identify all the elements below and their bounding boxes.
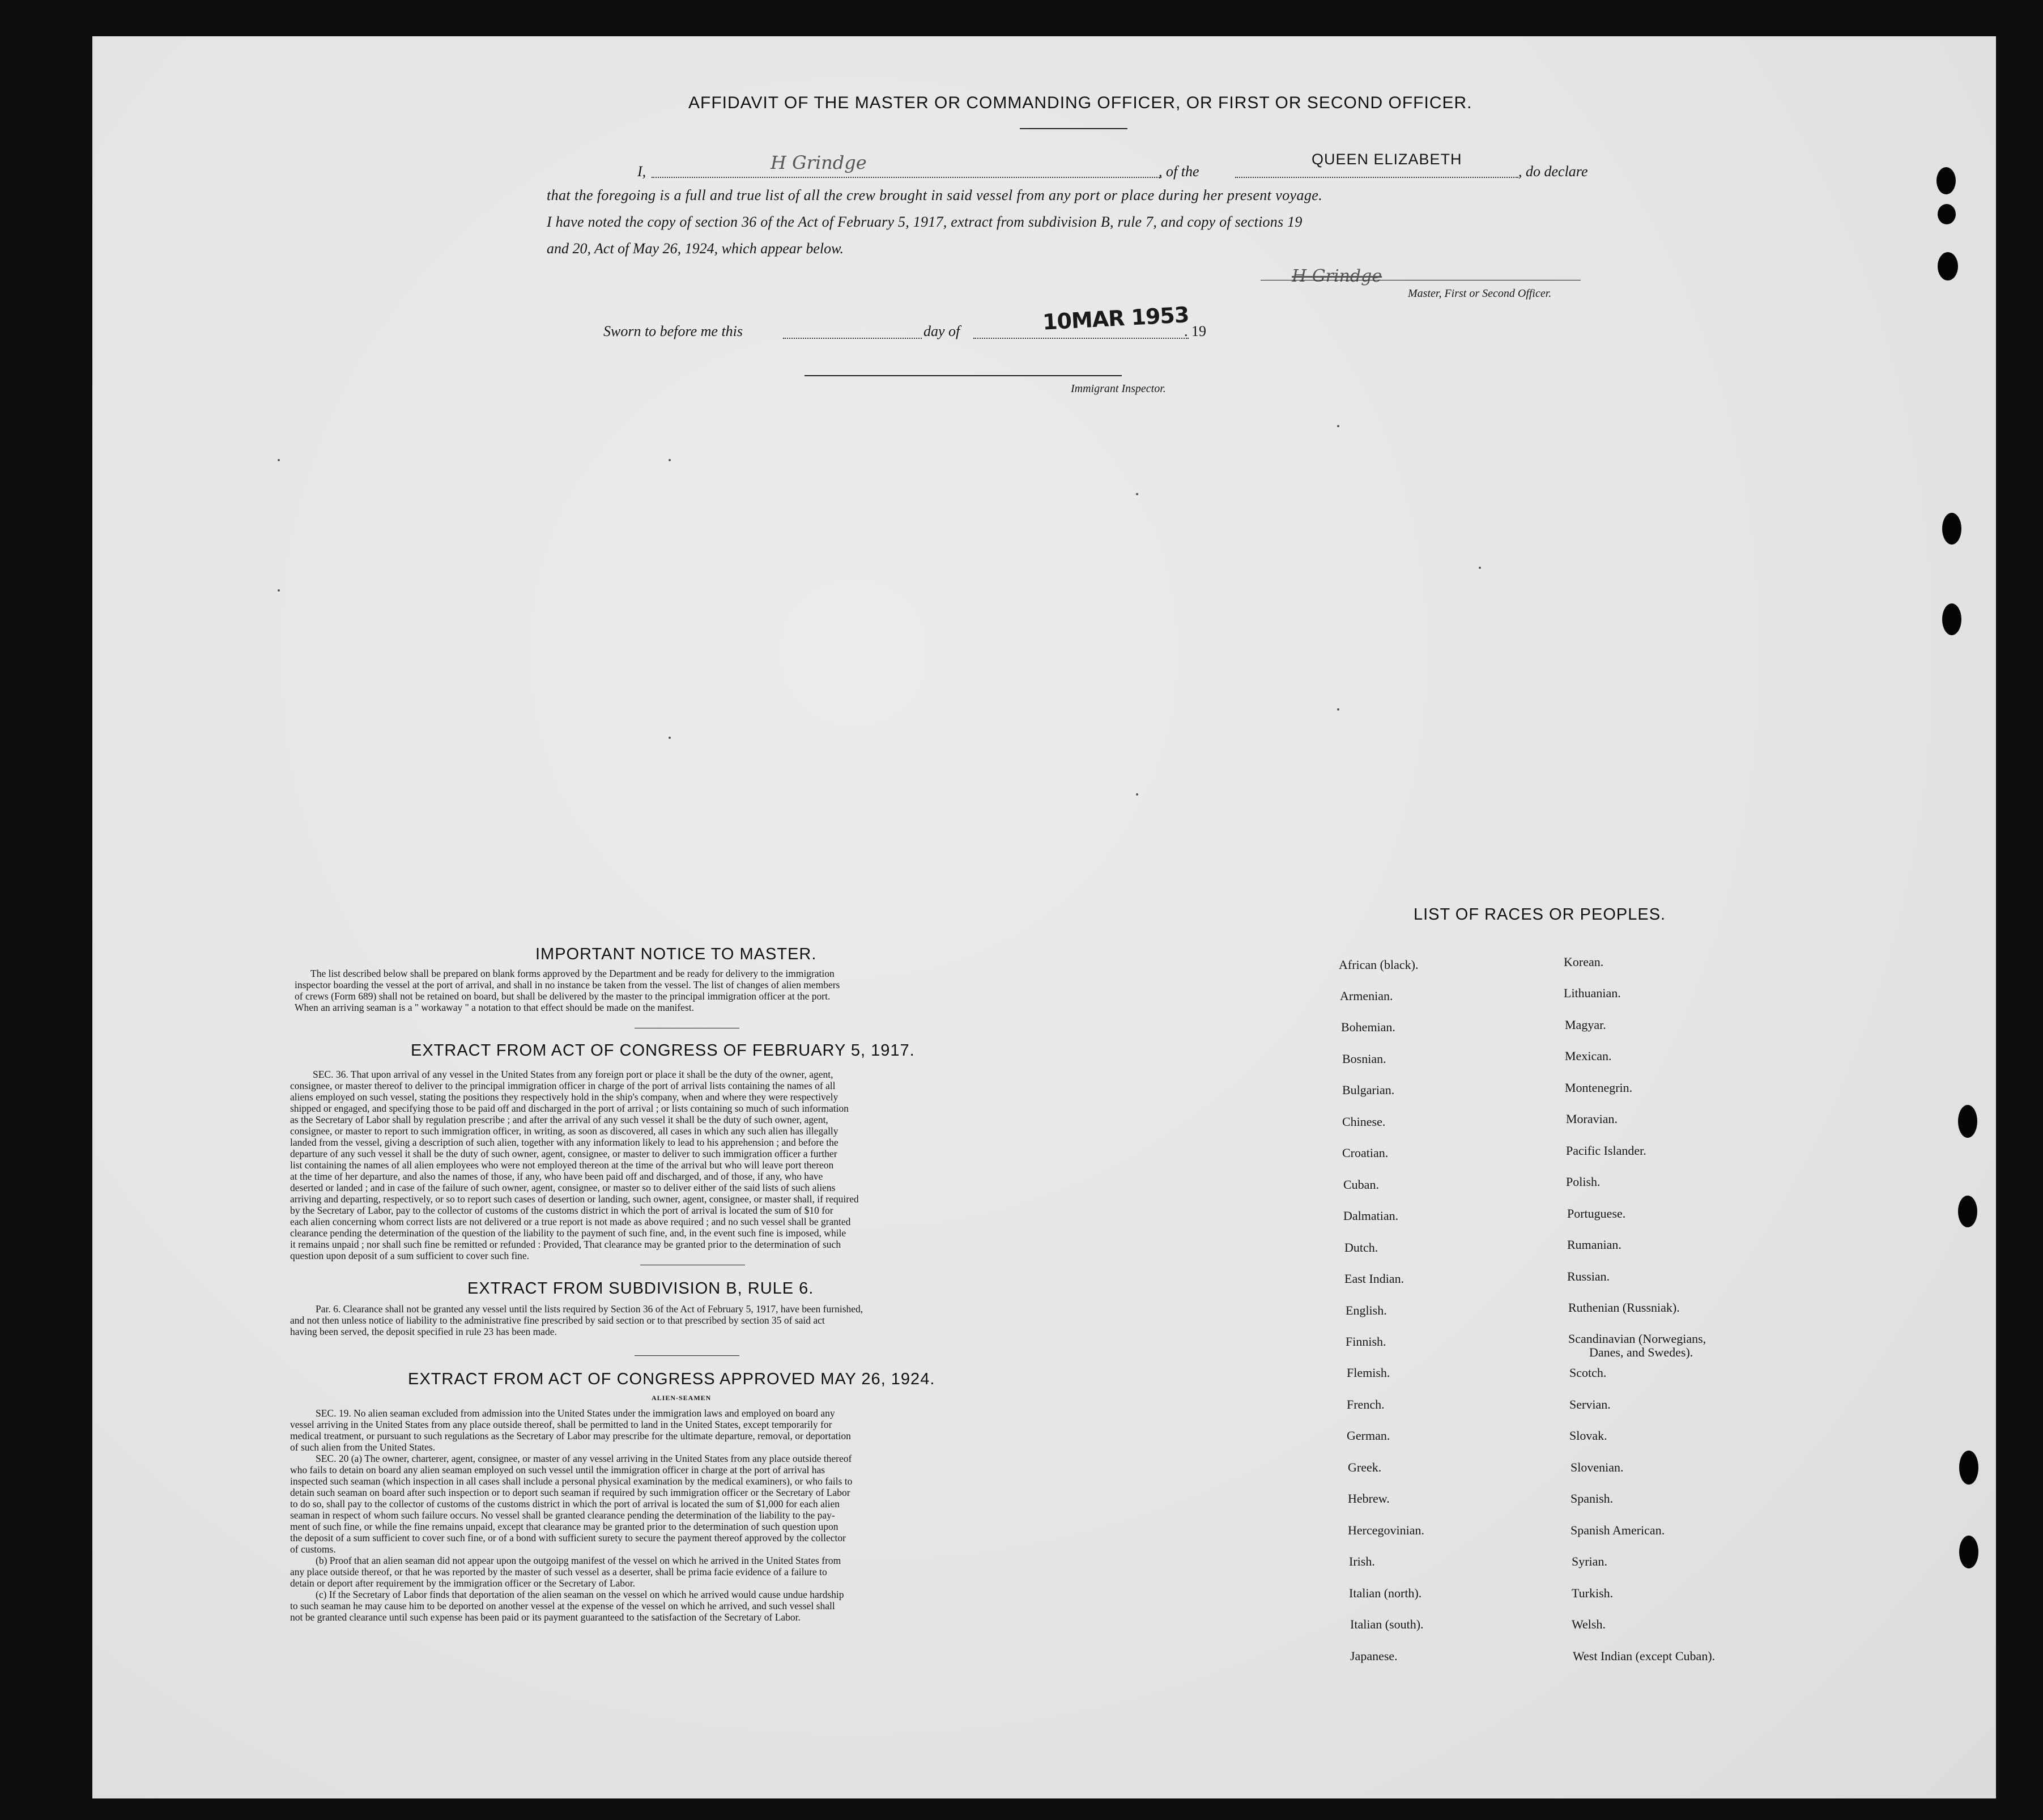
- race-item: Flemish.: [1347, 1366, 1390, 1380]
- extract-1924-title: EXTRACT FROM ACT OF CONGRESS APPROVED MAY 26, 1924.: [408, 1370, 935, 1388]
- race-item: Armenian.: [1340, 989, 1393, 1003]
- extract-1917-line: question upon deposit of a sum sufficient to cover such fine.: [290, 1250, 530, 1261]
- date-stamp: 10MAR 1953: [1042, 302, 1190, 335]
- extract-1917-line: list containing the names of all alien employees who were not employed thereon at the time of the arrival but who will leave port thereon: [290, 1159, 834, 1171]
- title-underline: [1020, 128, 1127, 129]
- extract-1924-line: vessel arriving in the United States from any place outside thereof, shall be permitted to land in the United States, except temporarily for: [290, 1419, 832, 1430]
- race-item: Spanish American.: [1570, 1523, 1665, 1537]
- bleed-dot: [278, 459, 280, 461]
- notice-title: IMPORTANT NOTICE TO MASTER.: [535, 945, 817, 963]
- race-item: Bosnian.: [1342, 1052, 1386, 1066]
- race-item: Lithuanian.: [1564, 986, 1621, 1000]
- extract-1917-line: arriving and departing, respectively, or so to report such cases of desertion or landing, such owner, agent, consignee, or master shall, if required: [290, 1193, 859, 1205]
- notice-text: [295, 968, 1071, 1013]
- extract-1917-line: consignee, or master thereof to deliver to the principal immigration officer in charge of the port of arrival lists containing the names of all: [290, 1080, 836, 1091]
- bleed-dot: [1136, 493, 1138, 495]
- binder-hole: [1938, 204, 1956, 224]
- race-item: Korean.: [1564, 955, 1604, 969]
- race-item: East Indian.: [1344, 1272, 1404, 1286]
- extract-rule6-title: EXTRACT FROM SUBDIVISION B, RULE 6.: [467, 1279, 814, 1298]
- bleed-dot: [1337, 425, 1339, 427]
- race-item: Cuban.: [1343, 1177, 1379, 1192]
- extract-1924-line: ment of such fine, or while the fine remains unpaid, except that clearance may be granted prior to the determination of such question upon: [290, 1521, 839, 1532]
- race-item: Hercegovinian.: [1348, 1523, 1424, 1537]
- bleed-dot: [1337, 708, 1339, 711]
- race-item: Italian (south).: [1350, 1617, 1424, 1631]
- race-item: Japanese.: [1350, 1649, 1398, 1663]
- extract-rule6-line: and not then unless notice of liability to the administrative fine prescribed by said section or to that prescribed by section 35 of said act: [290, 1315, 825, 1326]
- race-item: Greek.: [1348, 1460, 1382, 1474]
- race-item: West Indian (except Cuban).: [1573, 1649, 1716, 1663]
- race-item: African (black).: [1339, 958, 1419, 972]
- race-item: Welsh.: [1572, 1617, 1606, 1631]
- section-divider: [635, 1355, 739, 1356]
- race-item: Russian.: [1567, 1269, 1610, 1283]
- extract-1924-line: any place outside thereof, or that he was reported by the master of such vessel as a deserter, shall be prima facie evidence of a failure to: [290, 1566, 827, 1577]
- affidavit-i-label: I,: [637, 163, 646, 180]
- race-item: Montenegrin.: [1565, 1081, 1633, 1095]
- extract-1917-line: consignee, or master to report to such immigration officer, in writing, as soon as discovered, all cases in which any such alien has illegally: [290, 1125, 839, 1137]
- bleed-dot: [669, 737, 671, 739]
- extract-1924-line: detain such seaman on board after such inspection or to deport such seaman if required by such immigration officer or the Secretary of Labor: [290, 1487, 850, 1498]
- affidavit-body-line-3: and 20, Act of May 26, 1924, which appear below.: [547, 240, 844, 257]
- race-item: Syrian.: [1572, 1554, 1607, 1568]
- extract-1924-line: SEC. 19. No alien seaman excluded from admission into the United States under the immigration laws and employed on board any: [316, 1407, 835, 1419]
- day-of-label: day of: [923, 323, 960, 339]
- binder-hole: [1942, 513, 1961, 545]
- notice-line: The list described below shall be prepared on blank forms approved by the Department and be ready for delivery to the immigration: [310, 968, 835, 979]
- extract-1924-line: of such alien from the United States.: [290, 1441, 436, 1453]
- extract-1924-text: [290, 1407, 1072, 1623]
- binder-hole: [1959, 1536, 1978, 1568]
- alien-seamen-subtitle: ALIEN-SEAMEN: [652, 1394, 712, 1402]
- race-item: Portuguese.: [1567, 1206, 1626, 1221]
- extract-1917-line: it remains unpaid ; nor shall such fine be remitted or refunded : Provided, That clearance may be granted prior to the determination of such: [290, 1239, 841, 1250]
- extract-1924-line: of customs.: [290, 1543, 336, 1555]
- notice-line: When an arriving seaman is a " workaway " a notation to that effect should be made on the manifest.: [295, 1002, 694, 1013]
- extract-rule6-line: Par. 6. Clearance shall not be granted any vessel until the lists required by Section 36 of the Act of February 5, 1917, have been furnished,: [316, 1303, 863, 1315]
- extract-1924-line: (b) Proof that an alien seaman did not appear upon the outgoipg manifest of the vessel on which he arrived in the United States from: [316, 1555, 841, 1566]
- bleed-dot: [278, 589, 280, 592]
- extract-1917-line: shipped or engaged, and specifying those to be paid off and discharged in the port of arrival ; or lists containing so much of such information: [290, 1103, 849, 1114]
- sworn-day-line: [783, 338, 922, 339]
- inspector-signature-line: [805, 375, 1122, 376]
- race-item: Scandinavian (Norwegians,: [1568, 1332, 1706, 1346]
- bleed-dot: [669, 459, 671, 461]
- race-item: Irish.: [1349, 1554, 1375, 1568]
- extract-1924-line: to do so, shall pay to the collector of customs of the customs district in which the port of arrival is located the sum of $1,000 for each alien: [290, 1498, 840, 1509]
- officer-name-line: [652, 177, 1161, 178]
- extract-1924-line: who fails to detain on board any alien seaman employed on such vessel until the immigration officer in charge at the port of arrival has: [290, 1464, 825, 1475]
- race-item: English.: [1346, 1303, 1387, 1317]
- binder-hole: [1958, 1196, 1977, 1227]
- affidavit-body-line-1: that the foregoing is a full and true list of all the crew brought in said vessel from any port or place during her present voyage.: [547, 187, 1323, 203]
- race-item: Danes, and Swedes).: [1589, 1345, 1693, 1359]
- extract-1917-line: at the time of her departure, and also the names of those, if any, who have been paid off and discharged, and of those, if any, who have: [290, 1171, 823, 1182]
- extract-1917-line: aliens employed on such vessel, stating the positions they respectively hold in the ship's company, when and where they were respectively: [290, 1091, 839, 1103]
- year-suffix: . 19: [1184, 323, 1206, 339]
- extract-1924-line: inspected such seaman (which inspection in all cases shall include a personal physical examination by the medical examiners), or who fails to: [290, 1475, 853, 1487]
- bleed-dot: [1136, 793, 1138, 796]
- extract-rule6-line: having been served, the deposit specified in rule 23 has been made.: [290, 1326, 557, 1337]
- extract-1917-line: as the Secretary of Labor shall by regulation prescribe ; and after the arrival of any such vessel it shall be the duty of such owner, agent,: [290, 1114, 828, 1125]
- extract-1924-line: seaman in respect of whom such failure occurs. No vessel shall be granted clearance pending the determination of the liability to the pay-: [290, 1509, 835, 1521]
- master-label: Master, First or Second Officer.: [1408, 287, 1552, 300]
- extract-1917-line: landed from the vessel, giving a description of such alien, together with any information likely to lead to his apprehension ; and before the: [290, 1137, 839, 1148]
- notice-line: of crews (Form 689) shall not be retained on board, but shall be delivered by the master to the principal immigration officer at the port.: [295, 990, 831, 1002]
- race-item: Bulgarian.: [1342, 1083, 1395, 1097]
- race-item: Croatian.: [1342, 1146, 1389, 1160]
- extract-1924-line: to such seaman he may cause him to be deported on another vessel at the expense of the vessel on which he arrived, and such vessel shall: [290, 1600, 835, 1611]
- extract-1924-line: the deposit of a sum sufficient to cover such fine, or of a bond with sufficient surety to secure the payment thereof approved by the collector: [290, 1532, 846, 1543]
- extract-1924-line: (c) If the Secretary of Labor finds that deportation of the alien seaman on the vessel on which he arrived would cause undue hardship: [316, 1589, 844, 1600]
- binder-hole: [1958, 1105, 1977, 1138]
- race-item: Dutch.: [1344, 1240, 1378, 1255]
- race-item: Spanish.: [1570, 1491, 1614, 1506]
- inspector-label: Immigrant Inspector.: [1071, 382, 1166, 395]
- race-item: Scotch.: [1569, 1366, 1607, 1380]
- race-item: Magyar.: [1565, 1018, 1606, 1032]
- extract-1917-text: [290, 1069, 1072, 1261]
- of-the-label: , of the: [1159, 163, 1199, 180]
- race-item: Servian.: [1569, 1397, 1611, 1411]
- extract-1917-line: each alien concerning whom correct lists are not delivered or a true report is not made as above required ; and no such vessel shall be granted: [290, 1216, 851, 1227]
- race-item: Italian (north).: [1349, 1586, 1422, 1600]
- extract-1924-line: medical treatment, or pursuant to such regulations as the Secretary of Labor may prescribe for the ultimate departure, removal, or deportation: [290, 1430, 851, 1441]
- vessel-name-line: [1235, 177, 1518, 178]
- extract-1917-line: clearance pending the determination of the question of the liability to the payment of such fine, and, in the event such fine is imposed, while: [290, 1227, 846, 1239]
- extract-1917-line: departure of any such vessel it shall be the duty of such owner, agent, consignee, or master to deliver to such immigration officer a further: [290, 1148, 837, 1159]
- races-title: LIST OF RACES OR PEOPLES.: [1414, 905, 1666, 924]
- extract-rule6-text: [290, 1303, 1072, 1337]
- race-item: Polish.: [1566, 1175, 1601, 1189]
- race-item: Finnish.: [1346, 1334, 1386, 1349]
- affidavit-body-line-2: I have noted the copy of section 36 of the Act of February 5, 1917, extract from subdivision B, rule 7, and copy of sections 19: [547, 214, 1303, 230]
- race-item: Chinese.: [1342, 1115, 1386, 1129]
- vessel-name: QUEEN ELIZABETH: [1312, 151, 1462, 168]
- affidavit-title: AFFIDAVIT OF THE MASTER OR COMMANDING OFFICER, OR FIRST OR SECOND OFFICER.: [688, 93, 1472, 112]
- race-item: Hebrew.: [1348, 1491, 1390, 1506]
- race-item: German.: [1347, 1428, 1390, 1443]
- race-item: Bohemian.: [1341, 1020, 1395, 1034]
- bleed-dot: [1479, 567, 1481, 569]
- race-item: Mexican.: [1565, 1049, 1612, 1063]
- extract-1917-line: deserted or landed ; and in case of the failure of such owner, agent, consignee, or master so to deliver either of the said lists of such aliens: [290, 1182, 836, 1193]
- race-item: Moravian.: [1566, 1112, 1618, 1126]
- extract-1924-line: not be granted clearance until such expense has been paid or its payment guaranteed to the satisfaction of the Secretary of Labor.: [290, 1611, 801, 1623]
- binder-hole: [1959, 1451, 1978, 1485]
- extract-1924-line: detain or deport after requirement by the immigration officer or the Secretary of Labor.: [290, 1577, 636, 1589]
- race-item: Turkish.: [1572, 1586, 1614, 1600]
- race-item: Slovak.: [1569, 1428, 1607, 1443]
- extract-1917-line: SEC. 36. That upon arrival of any vessel in the United States from any foreign port or place it shall be the duty of the owner, agent,: [313, 1069, 833, 1080]
- extract-1917-line: by the Secretary of Labor, pay to the collector of customs of the customs district in which the port of arrival is located the sum of $10 for: [290, 1205, 833, 1216]
- race-item: Slovenian.: [1570, 1460, 1624, 1474]
- race-item: French.: [1347, 1397, 1385, 1411]
- extract-1924-line: SEC. 20 (a) The owner, charterer, agent, consignee, or master of any vessel arriving in the United States from any place outside thereof: [316, 1453, 852, 1464]
- master-signature: H Grindge: [1292, 266, 1382, 286]
- notice-line: inspector boarding the vessel at the port of arrival, and shall in no instance be taken from the vessel. The list of changes of alien members: [295, 979, 840, 990]
- race-item: Ruthenian (Russniak).: [1568, 1300, 1680, 1315]
- binder-hole: [1942, 603, 1961, 635]
- sworn-date-line: [973, 338, 1189, 339]
- do-declare-label: , do declare: [1518, 163, 1588, 180]
- race-item: Pacific Islander.: [1566, 1143, 1646, 1158]
- binder-hole: [1938, 252, 1958, 280]
- extract-1917-title: EXTRACT FROM ACT OF CONGRESS OF FEBRUARY 5, 1917.: [411, 1041, 915, 1060]
- race-item: Rumanian.: [1567, 1238, 1621, 1252]
- binder-hole: [1936, 167, 1956, 194]
- officer-signature: H Grindge: [771, 152, 867, 173]
- sworn-label: Sworn to before me this: [603, 323, 743, 339]
- race-item: Dalmatian.: [1343, 1209, 1399, 1223]
